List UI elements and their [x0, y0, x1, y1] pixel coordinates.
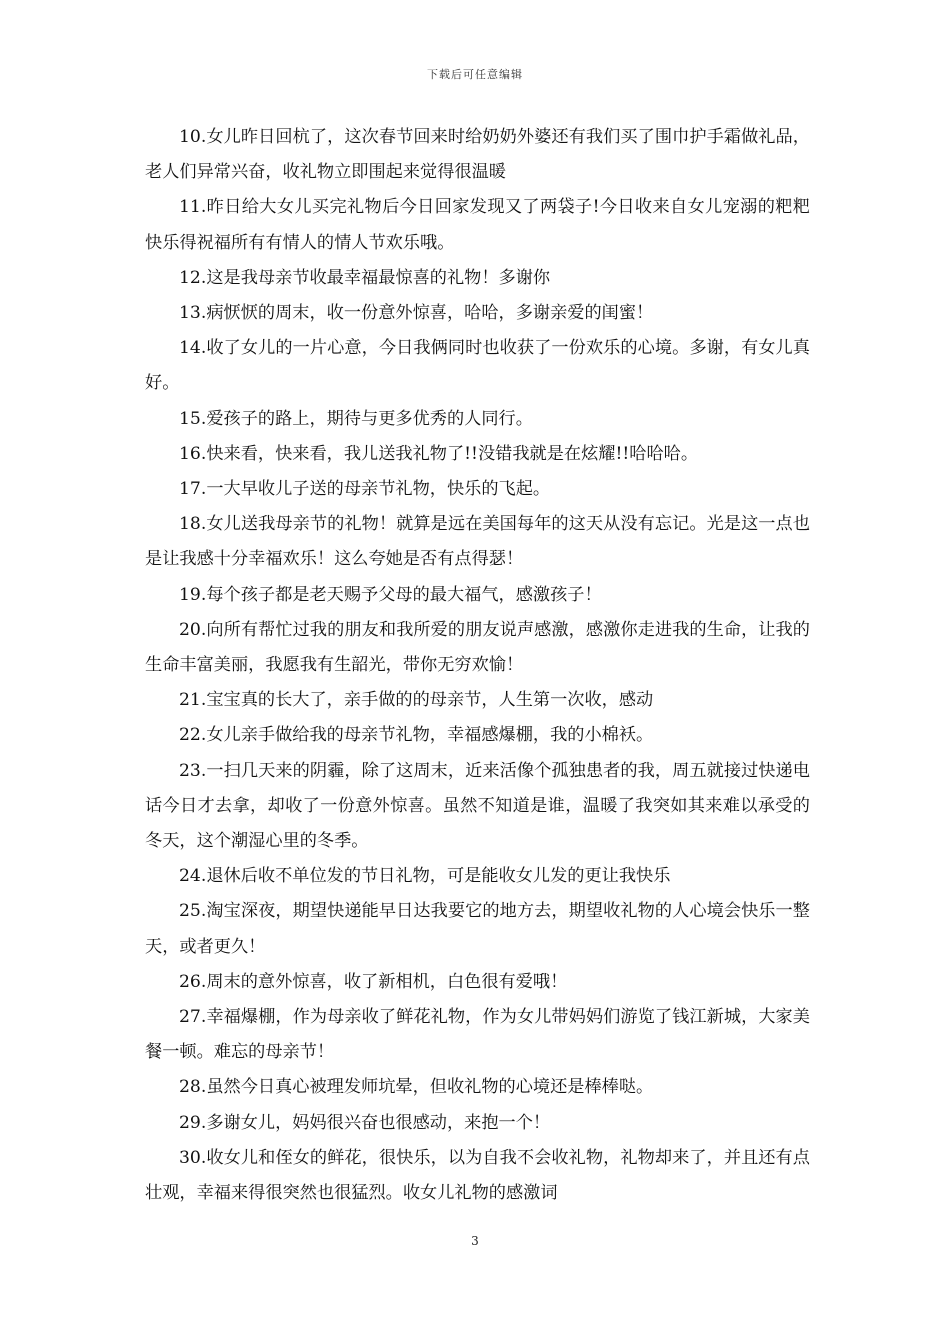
document-body	[145, 120, 810, 1211]
paragraph-28: 28.虽然今日真心被理发师坑晕，但收礼物的心境还是棒棒哒。	[179, 1077, 654, 1098]
paragraph-30: 30.收女儿和侄女的鲜花，很快乐，以为自我不会收礼物，礼物却来了，并且还有点壮观，幸福来得很突然也很猛烈。收女儿礼物的感激词	[145, 1147, 810, 1204]
paragraph-12: 12.这是我母亲节收最幸福最惊喜的礼物！多谢你	[179, 267, 551, 288]
paragraph-26: 26.周末的意外惊喜，收了新相机，白色很有爱哦！	[179, 971, 568, 992]
paragraph-23: 23.一扫几天来的阴霾，除了这周末，近来活像个孤独患者的我，周五就接过快递电话今日才去拿，却收了一份意外惊喜。虽然不知道是谁，温暖了我突如其来难以承受的冬天，这个潮湿心里的冬季。	[145, 760, 810, 852]
page-header: 下载后可任意编辑	[427, 68, 523, 81]
paragraph-16: 16.快来看，快来看，我儿送我礼物了!!没错我就是在炫耀!!哈哈哈。	[179, 443, 699, 464]
paragraph-10: 10.女儿昨日回杭了，这次春节回来时给奶奶外婆还有我们买了围巾护手霜做礼品，老人们异常兴奋，收礼物立即围起来觉得很温暖	[145, 127, 810, 183]
paragraph-15: 15.爱孩子的路上，期待与更多优秀的人同行。	[179, 408, 533, 429]
page-number: 3	[471, 1234, 479, 1248]
paragraph-22: 22.女儿亲手做给我的母亲节礼物，幸福感爆棚，我的小棉袄。	[179, 725, 654, 746]
paragraph-19: 19.每个孩子都是老天赐予父母的最大福气，感激孩子！	[179, 584, 602, 605]
paragraph-14: 14.收了女儿的一片心意，今日我俩同时也收获了一份欢乐的心境。多谢，有女儿真好。	[145, 338, 810, 394]
paragraph-29: 29.多谢女儿，妈妈很兴奋也很感动，来抱一个！	[179, 1112, 551, 1133]
paragraph-25: 25.淘宝深夜，期望快递能早日达我要它的地方去，期望收礼物的人心境会快乐一整天，或者更久！	[145, 901, 810, 957]
paragraph-24: 24.退休后收不单位发的节日礼物，可是能收女儿发的更让我快乐	[179, 866, 671, 887]
paragraph-21: 21.宝宝真的长大了，亲手做的的母亲节，人生第一次收，感动	[179, 690, 654, 711]
paragraph-11: 11.昨日给大女儿买完礼物后今日回家发现又了两袋子!今日收来自女儿宠溺的粑粑快乐得祝福所有有情人的情人节欢乐哦。	[145, 197, 810, 253]
paragraph-17: 17.一大早收儿子送的母亲节礼物，快乐的飞起。	[179, 479, 551, 500]
paragraph-18: 18.女儿送我母亲节的礼物！就算是远在美国每年的这天从没有忘记。光是这一点也是让我感十分幸福欢乐！这么夸她是否有点得瑟！	[145, 514, 810, 570]
paragraph-20: 20.向所有帮忙过我的朋友和我所爱的朋友说声感激，感激你走进我的生命，让我的生命丰富美丽，我愿我有生韶光，带你无穷欢愉！	[145, 619, 810, 676]
paragraph-27: 27.幸福爆棚，作为母亲收了鲜花礼物，作为女儿带妈妈们游览了钱江新城，大家美餐一顿。难忘的母亲节！	[145, 1007, 810, 1063]
paragraph-13: 13.病恹恹的周末，收一份意外惊喜，哈哈，多谢亲爱的闺蜜！	[179, 303, 654, 324]
